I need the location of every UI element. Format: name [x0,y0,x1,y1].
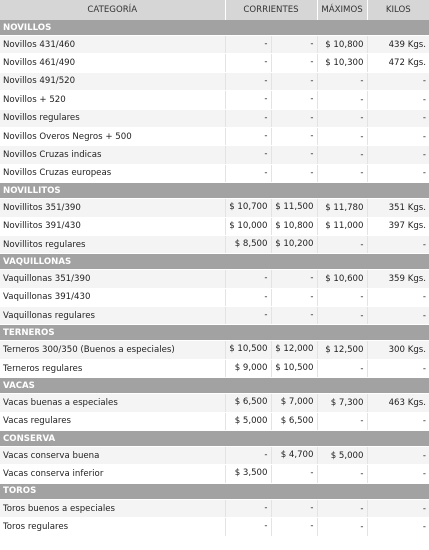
category-cell: Novillos + 520 [0,91,225,109]
corrientes-min-value: $ 10,500 [226,341,272,358]
corrientes-min-value: $ 10,000 [226,218,272,235]
category-cell: Toros regulares [0,518,225,536]
header-categoria: CATEGORÍA [0,0,225,20]
section-title: CONSERVA [0,431,429,447]
corrientes-min-value: $ 8,500 [226,236,272,253]
table-row [0,359,429,377]
corrientes-cell [225,359,317,377]
corrientes-min-value: - [226,518,272,535]
corrientes-cell [225,127,317,145]
table-row [0,54,429,72]
corrientes-cell [225,270,317,288]
corrientes-max-value: - [310,149,314,160]
kilos-cell: - [367,465,429,483]
corrientes-max-value: - [310,468,314,479]
section-header-row [0,183,429,199]
maximos-cell: $ 5,000 [317,447,367,465]
category-cell: Vaquillonas 391/430 [0,288,225,306]
table-row [0,91,429,109]
kilos-cell: 397 Kgs. [367,217,429,235]
table-row [0,288,429,306]
corrientes-cell [225,499,317,517]
category-cell: Novillos Cruzas europeas [0,164,225,182]
maximos-cell: $ 11,780 [317,199,367,217]
category-cell: Novillos Overos Negros + 500 [0,127,225,145]
category-cell: Vacas regulares [0,412,225,430]
corrientes-cell [225,164,317,182]
kilos-cell: - [367,91,429,109]
corrientes-min-value: - [226,270,272,287]
kilos-cell: - [367,518,429,536]
kilos-cell: - [367,447,429,465]
kilos-cell: 439 Kgs. [367,36,429,54]
corrientes-max-value: - [310,310,314,321]
corrientes-max-value: $ 6,500 [280,415,314,426]
section-title: VAQUILLONAS [0,254,429,270]
maximos-cell: - [317,72,367,90]
table-row [0,341,429,359]
corrientes-max-value: - [310,112,314,123]
section-title: TOROS [0,483,429,499]
corrientes-min-value: - [226,447,272,464]
table-row [0,72,429,90]
corrientes-min-value: - [226,54,272,71]
table-row [0,270,429,288]
section-header-row [0,20,429,36]
maximos-cell: $ 7,300 [317,394,367,412]
kilos-cell: 463 Kgs. [367,394,429,412]
kilos-cell: - [367,412,429,430]
corrientes-min-value: - [226,73,272,90]
corrientes-cell [225,235,317,253]
category-cell: Novillos regulares [0,109,225,127]
corrientes-max-value: - [310,57,314,68]
category-cell: Vacas buenas a especiales [0,394,225,412]
table-row [0,36,429,54]
corrientes-cell [225,307,317,325]
corrientes-max-value: - [310,167,314,178]
corrientes-max-value: - [310,75,314,86]
table-row [0,465,429,483]
maximos-cell: - [317,109,367,127]
maximos-cell: - [317,127,367,145]
corrientes-max-value: - [310,130,314,141]
section-title: TERNEROS [0,325,429,341]
maximos-cell: - [317,288,367,306]
category-cell: Terneros regulares [0,359,225,377]
corrientes-cell [225,465,317,483]
table-body [0,20,429,536]
kilos-cell: - [367,499,429,517]
maximos-cell: - [317,146,367,164]
category-cell: Novillitos 351/390 [0,199,225,217]
maximos-cell: $ 11,000 [317,217,367,235]
category-cell: Terneros 300/350 (Buenos a especiales) [0,341,225,359]
kilos-cell: - [367,164,429,182]
corrientes-cell [225,109,317,127]
maximos-cell: - [317,164,367,182]
category-cell: Novillitos regulares [0,235,225,253]
maximos-cell: $ 10,300 [317,54,367,72]
maximos-cell: - [317,91,367,109]
corrientes-max-value: $ 11,500 [275,202,314,213]
category-cell: Vaquillonas 351/390 [0,270,225,288]
table-row [0,307,429,325]
corrientes-cell [225,412,317,430]
corrientes-min-value: - [226,500,272,517]
corrientes-cell [225,199,317,217]
maximos-cell: $ 10,600 [317,270,367,288]
category-cell: Vacas conserva buena [0,447,225,465]
corrientes-max-value: - [310,94,314,105]
kilos-cell: - [367,307,429,325]
corrientes-max-value: - [310,291,314,302]
corrientes-cell [225,146,317,164]
corrientes-min-value: $ 3,500 [226,465,272,482]
kilos-cell: - [367,235,429,253]
maximos-cell: - [317,307,367,325]
corrientes-min-value: - [226,165,272,182]
maximos-cell: - [317,359,367,377]
maximos-cell: $ 12,500 [317,341,367,359]
corrientes-cell [225,394,317,412]
corrientes-max-value: $ 10,200 [275,238,314,249]
corrientes-cell [225,36,317,54]
section-header-row [0,431,429,447]
kilos-cell: - [367,109,429,127]
corrientes-min-value: $ 9,000 [226,360,272,377]
section-header-row [0,483,429,499]
maximos-cell: - [317,465,367,483]
section-title: VACAS [0,378,429,394]
corrientes-min-value: $ 10,700 [226,199,272,216]
category-cell: Vaquillonas regulares [0,307,225,325]
corrientes-min-value: $ 5,000 [226,413,272,430]
corrientes-min-value: - [226,36,272,53]
kilos-cell: - [367,72,429,90]
corrientes-min-value: - [226,289,272,306]
category-cell: Novillos Cruzas indicas [0,146,225,164]
corrientes-cell [225,341,317,359]
table-row [0,199,429,217]
table-row [0,146,429,164]
maximos-cell: - [317,518,367,536]
corrientes-min-value: - [226,128,272,145]
corrientes-min-value: - [226,91,272,108]
category-cell: Vacas conserva inferior [0,465,225,483]
corrientes-max-value: $ 4,700 [280,450,314,461]
category-cell: Novillos 461/490 [0,54,225,72]
category-cell: Toros buenos a especiales [0,499,225,517]
header-maximos: MÁXIMOS [317,0,367,20]
corrientes-max-value: $ 10,800 [275,220,314,231]
table-row [0,518,429,536]
table-row [0,412,429,430]
corrientes-cell [225,518,317,536]
table-row [0,235,429,253]
kilos-cell: - [367,359,429,377]
table-row [0,447,429,465]
corrientes-cell [225,72,317,90]
kilos-cell: - [367,146,429,164]
kilos-cell: - [367,288,429,306]
corrientes-max-value: $ 12,000 [275,344,314,355]
maximos-cell: $ 10,800 [317,36,367,54]
kilos-cell: 472 Kgs. [367,54,429,72]
section-header-row [0,378,429,394]
header-kilos: KILOS [367,0,429,20]
section-header-row [0,325,429,341]
corrientes-min-value: $ 6,500 [226,394,272,411]
kilos-cell: 300 Kgs. [367,341,429,359]
corrientes-min-value: - [226,307,272,324]
corrientes-max-value: - [310,39,314,49]
section-title: NOVILLITOS [0,183,429,199]
corrientes-max-value: $ 7,000 [280,397,314,408]
section-header-row [0,254,429,270]
corrientes-cell [225,447,317,465]
corrientes-min-value: - [226,110,272,127]
maximos-cell: - [317,412,367,430]
kilos-cell: 351 Kgs. [367,199,429,217]
table-row [0,217,429,235]
category-cell: Novillos 491/520 [0,72,225,90]
corrientes-max-value: - [310,521,314,532]
kilos-cell: 359 Kgs. [367,270,429,288]
maximos-cell: - [317,499,367,517]
table-row [0,394,429,412]
corrientes-max-value: - [310,502,314,513]
corrientes-cell [225,217,317,235]
corrientes-cell [225,288,317,306]
corrientes-cell [225,54,317,72]
section-title: NOVILLOS [0,20,429,36]
corrientes-cell [225,91,317,109]
header-corrientes: CORRIENTES [225,0,317,20]
corrientes-max-value: $ 10,500 [275,362,314,373]
table-row [0,127,429,145]
category-cell: Novillitos 391/430 [0,217,225,235]
table-row [0,499,429,517]
table-row [0,164,429,182]
maximos-cell: - [317,235,367,253]
table-row [0,109,429,127]
table-header-row [0,0,429,20]
corrientes-max-value: - [310,273,314,284]
kilos-cell: - [367,127,429,145]
corrientes-min-value: - [226,146,272,163]
category-cell: Novillos 431/460 [0,36,225,54]
